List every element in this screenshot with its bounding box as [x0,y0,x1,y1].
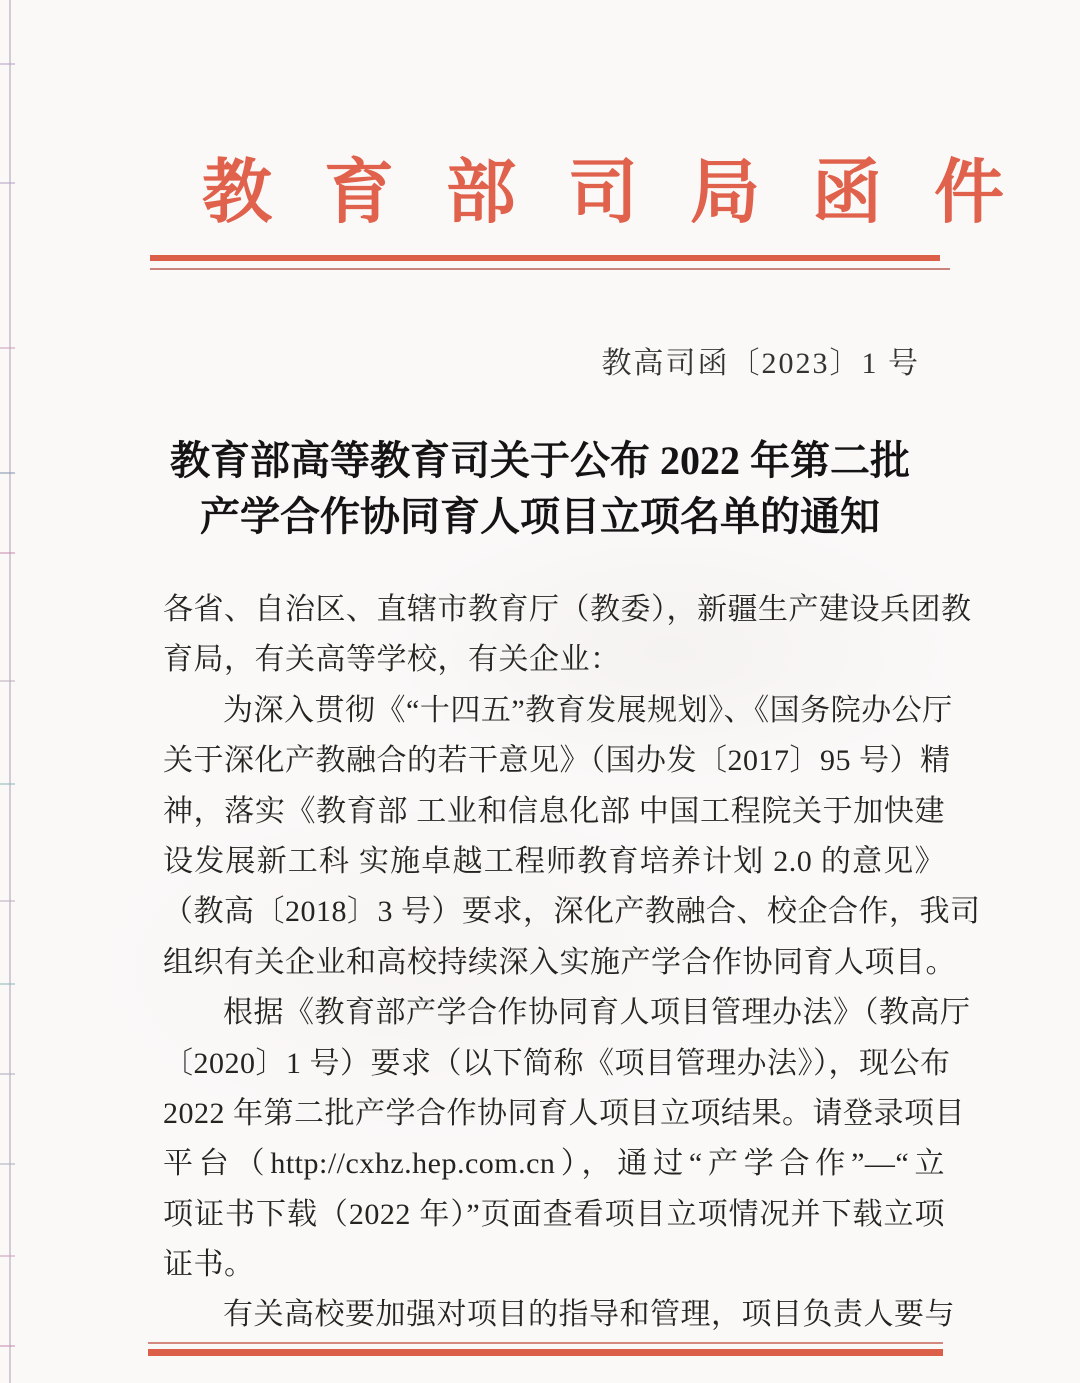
ruled-paper-line [0,900,15,902]
body-line: 2022 年第二批产学合作协同育人项目立项结果。请登录项目 [163,1096,965,1130]
body-line: 根据《教育部产学合作协同育人项目管理办法》（教高厅 [223,996,971,1030]
body-line: 组织有关企业和高校持续深入实施产学合作协同育人项目。 [163,945,956,979]
document-title [145,433,935,545]
document-title-line1: 教育部高等教育司关于公布 2022 年第二批 [170,438,910,483]
footer-rule-thin [148,1342,943,1344]
ruled-paper-line [0,1345,15,1347]
body-line: 有关高校要加强对项目的指导和管理，项目负责人要与 [223,1298,955,1332]
footer-rule-thick [148,1349,943,1356]
ruled-paper-line [0,1255,15,1257]
ruled-paper-line [0,1073,15,1075]
ruled-paper-line [0,472,15,474]
document-title-line2: 产学合作协同育人项目立项名单的通知 [200,494,880,539]
ruled-paper-line [0,983,15,985]
doc-number: 教高司函〔2023〕1 号 [601,347,920,380]
ruled-paper-line [0,680,15,682]
body-line: 神，落实《教育部 工业和信息化部 中国工程院关于加快建 [163,794,945,828]
letterhead-title: 教育部司局函件 [202,155,1056,232]
body-line: 育局，有关高等学校，有关企业： [163,643,621,677]
scan-edge-vertical-line [9,0,11,1383]
body-line: 证书。 [163,1248,255,1282]
body-line: （教高〔2018〕3 号）要求，深化产教融合、校企合作，我司 [163,895,981,929]
ruled-paper-line [0,783,15,785]
document-body [163,585,981,1341]
ruled-paper-line [0,552,15,554]
body-line: 〔2020〕1 号）要求（以下简称《项目管理办法》），现公布 [163,1046,951,1080]
body-line: 项证书下载（2022 年）”页面查看项目立项情况并下载立项 [163,1197,945,1231]
ruled-paper-line [0,182,15,184]
body-line: 关于深化产教融合的若干意见》（国办发〔2017〕95 号）精 [163,744,951,778]
letterhead-rule-thin [150,268,950,270]
body-line: 设发展新工科 实施卓越工程师教育培养计划 2.0 的意见》 [163,844,945,878]
ruled-paper-line [0,63,15,65]
letterhead-rule-thick [150,255,940,261]
ruled-paper-line [0,1163,15,1165]
body-line: 各省、自治区、直辖市教育厅（教委），新疆生产建设兵团教 [163,593,972,626]
body-line: 平台（http://cxhz.hep.com.cn），通过“产学合作”—“立 [163,1147,945,1181]
body-line: 为深入贯彻《“十四五”教育发展规划》、《国务院办公厅 [223,693,953,727]
ruled-paper-line [0,347,15,349]
